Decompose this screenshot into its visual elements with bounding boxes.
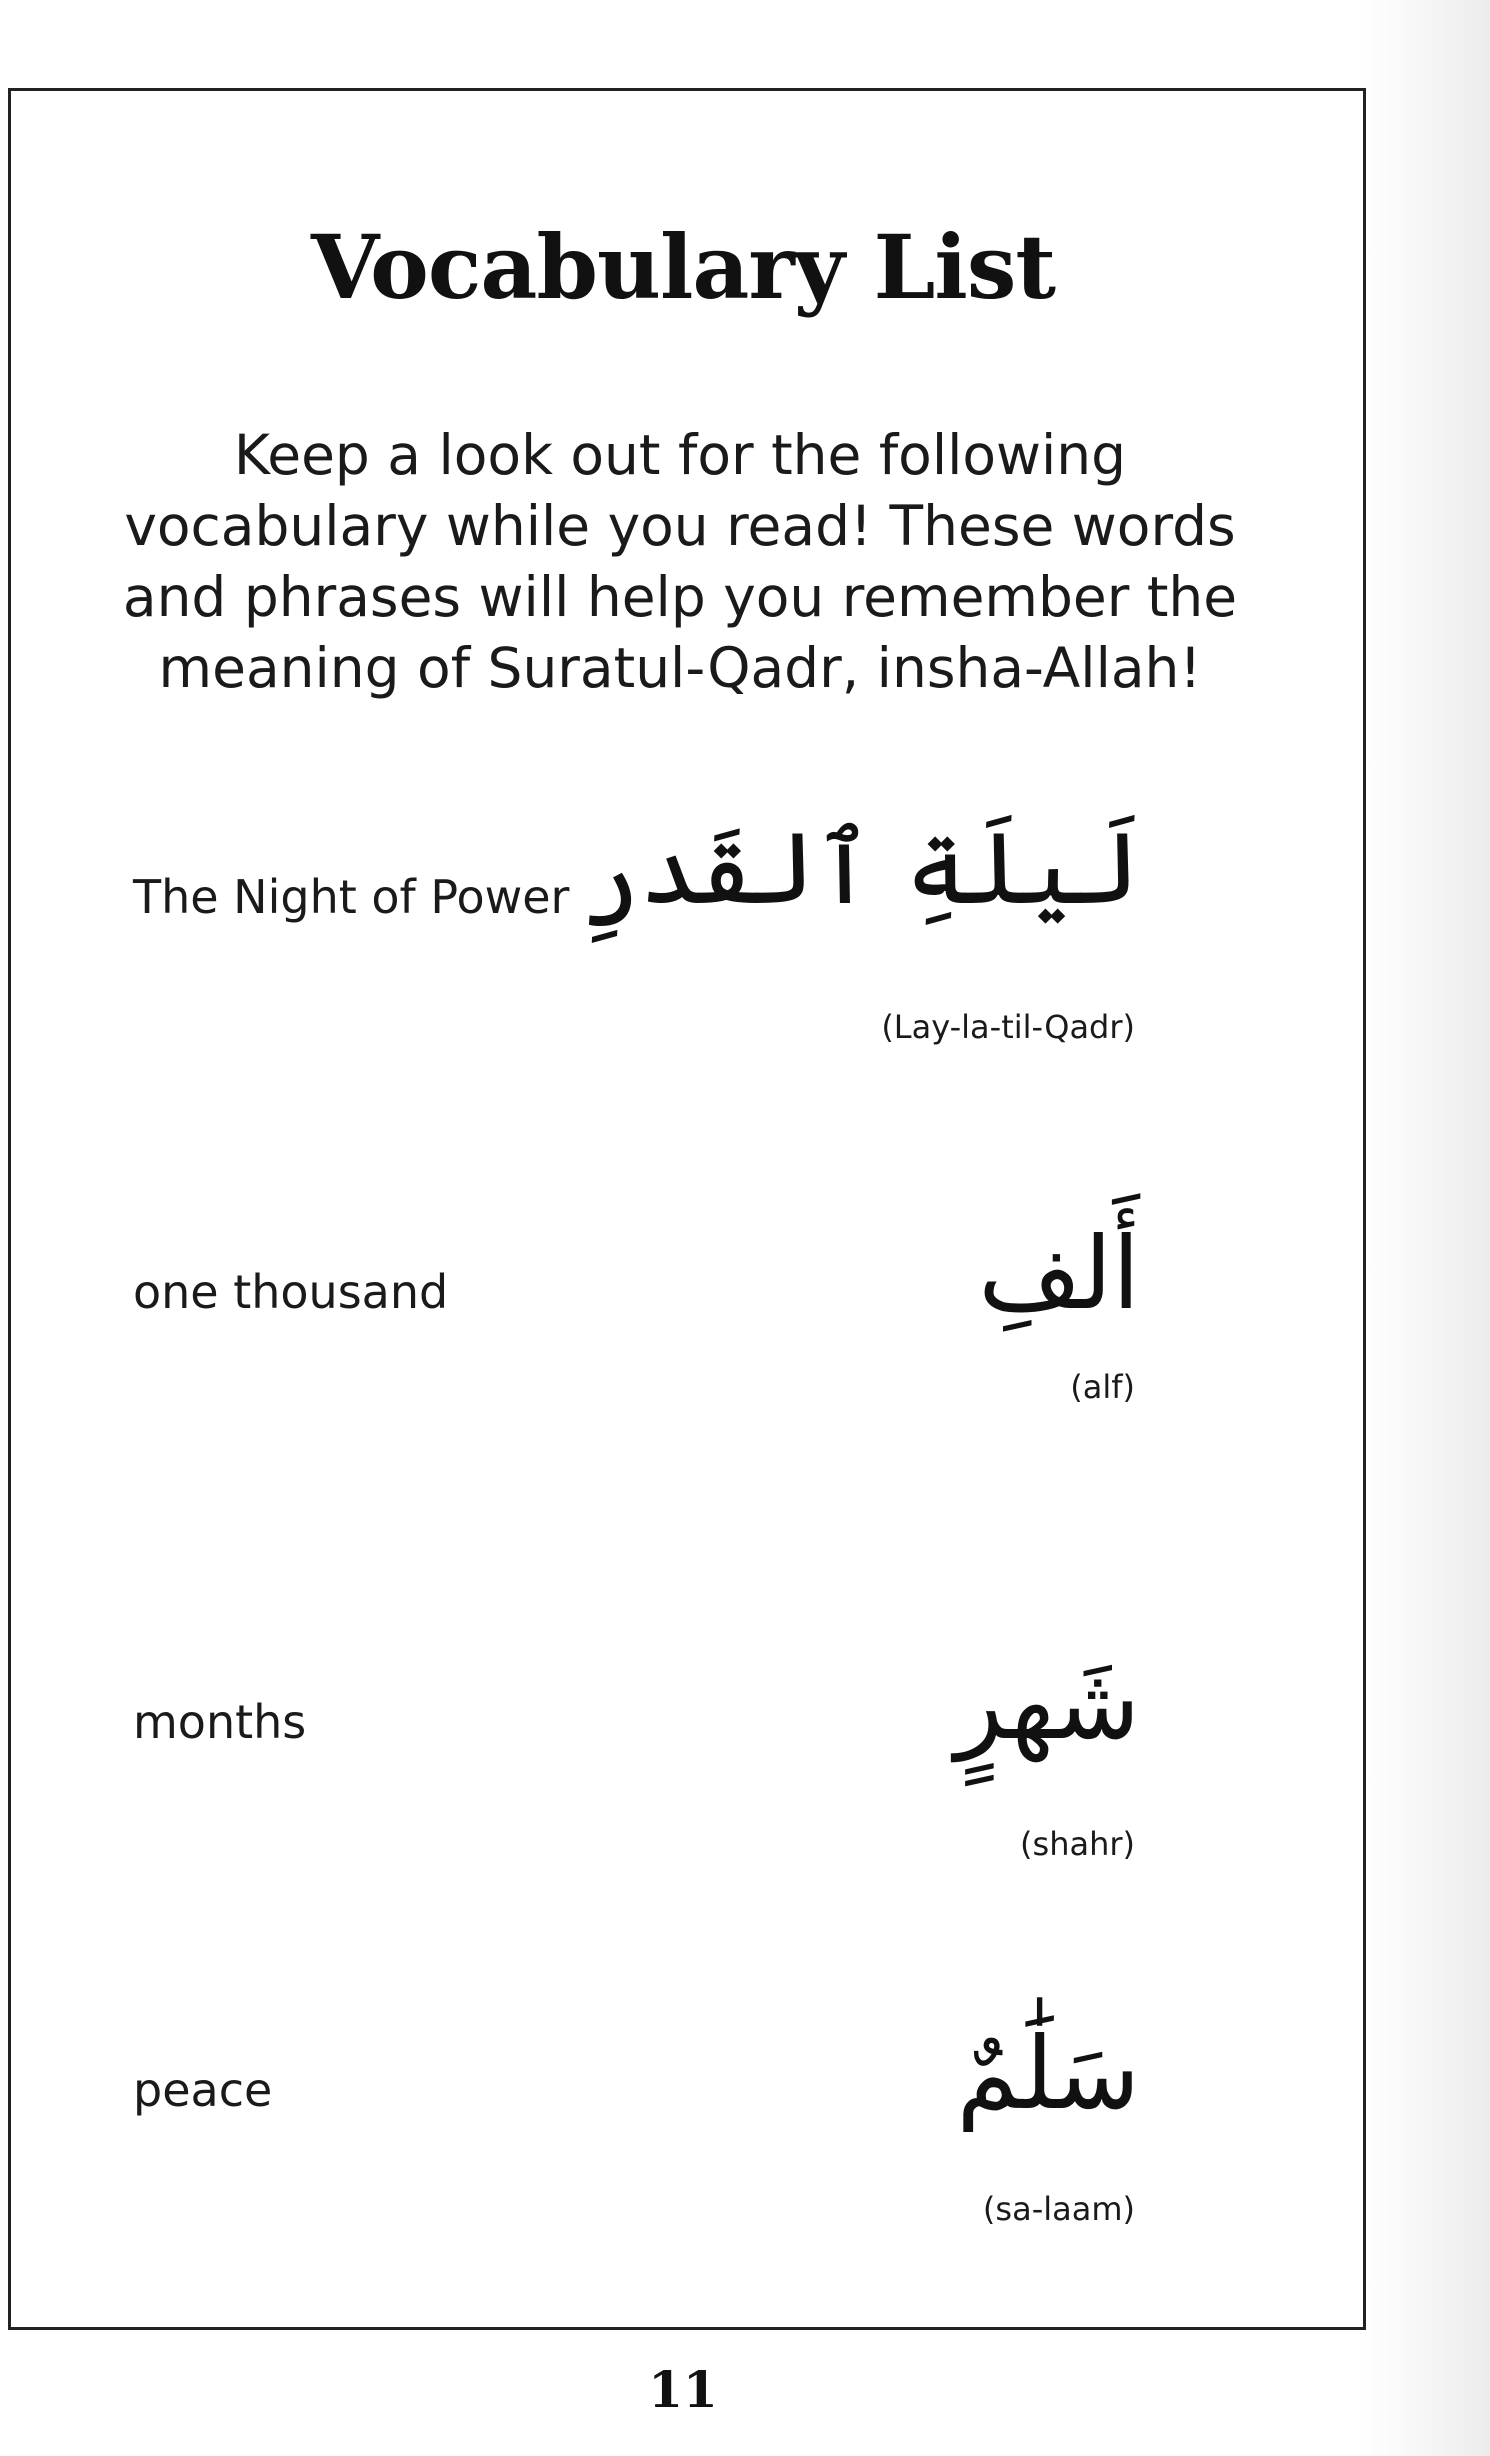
vocab-english-one-thousand: one thousand <box>133 1265 449 1319</box>
page-edge-shadow <box>1360 0 1490 2456</box>
page-title: Vocabulary List <box>310 215 1056 319</box>
vocab-arabic-peace: سَلَٰمٌ <box>956 2015 1140 2132</box>
vocab-transliteration-peace: (sa-laam) <box>982 2190 1135 2228</box>
vocab-arabic-night-of-power: لَيلَةِ ٱلقَدرِ <box>580 810 1140 927</box>
intro-paragraph: Keep a look out for the following vocabulary while you read! These words and phrases will help you remember the meaning of Suratul-Qadr, insha-Allah! <box>122 423 1238 700</box>
vocab-arabic-months: شَهرٍ <box>954 1645 1140 1762</box>
vocab-english-night-of-power: The Night of Power <box>133 870 570 924</box>
vocab-transliteration-one-thousand: (alf) <box>1070 1368 1135 1406</box>
page-number: 11 <box>648 2360 718 2419</box>
vocab-transliteration-months: (shahr) <box>1020 1825 1135 1863</box>
vocab-arabic-one-thousand: أَلفِ <box>978 1215 1140 1332</box>
vocab-transliteration-night-of-power: (Lay-la-til-Qadr) <box>881 1008 1135 1046</box>
vocab-english-months: months <box>133 1695 307 1749</box>
vocab-english-peace: peace <box>133 2063 273 2117</box>
